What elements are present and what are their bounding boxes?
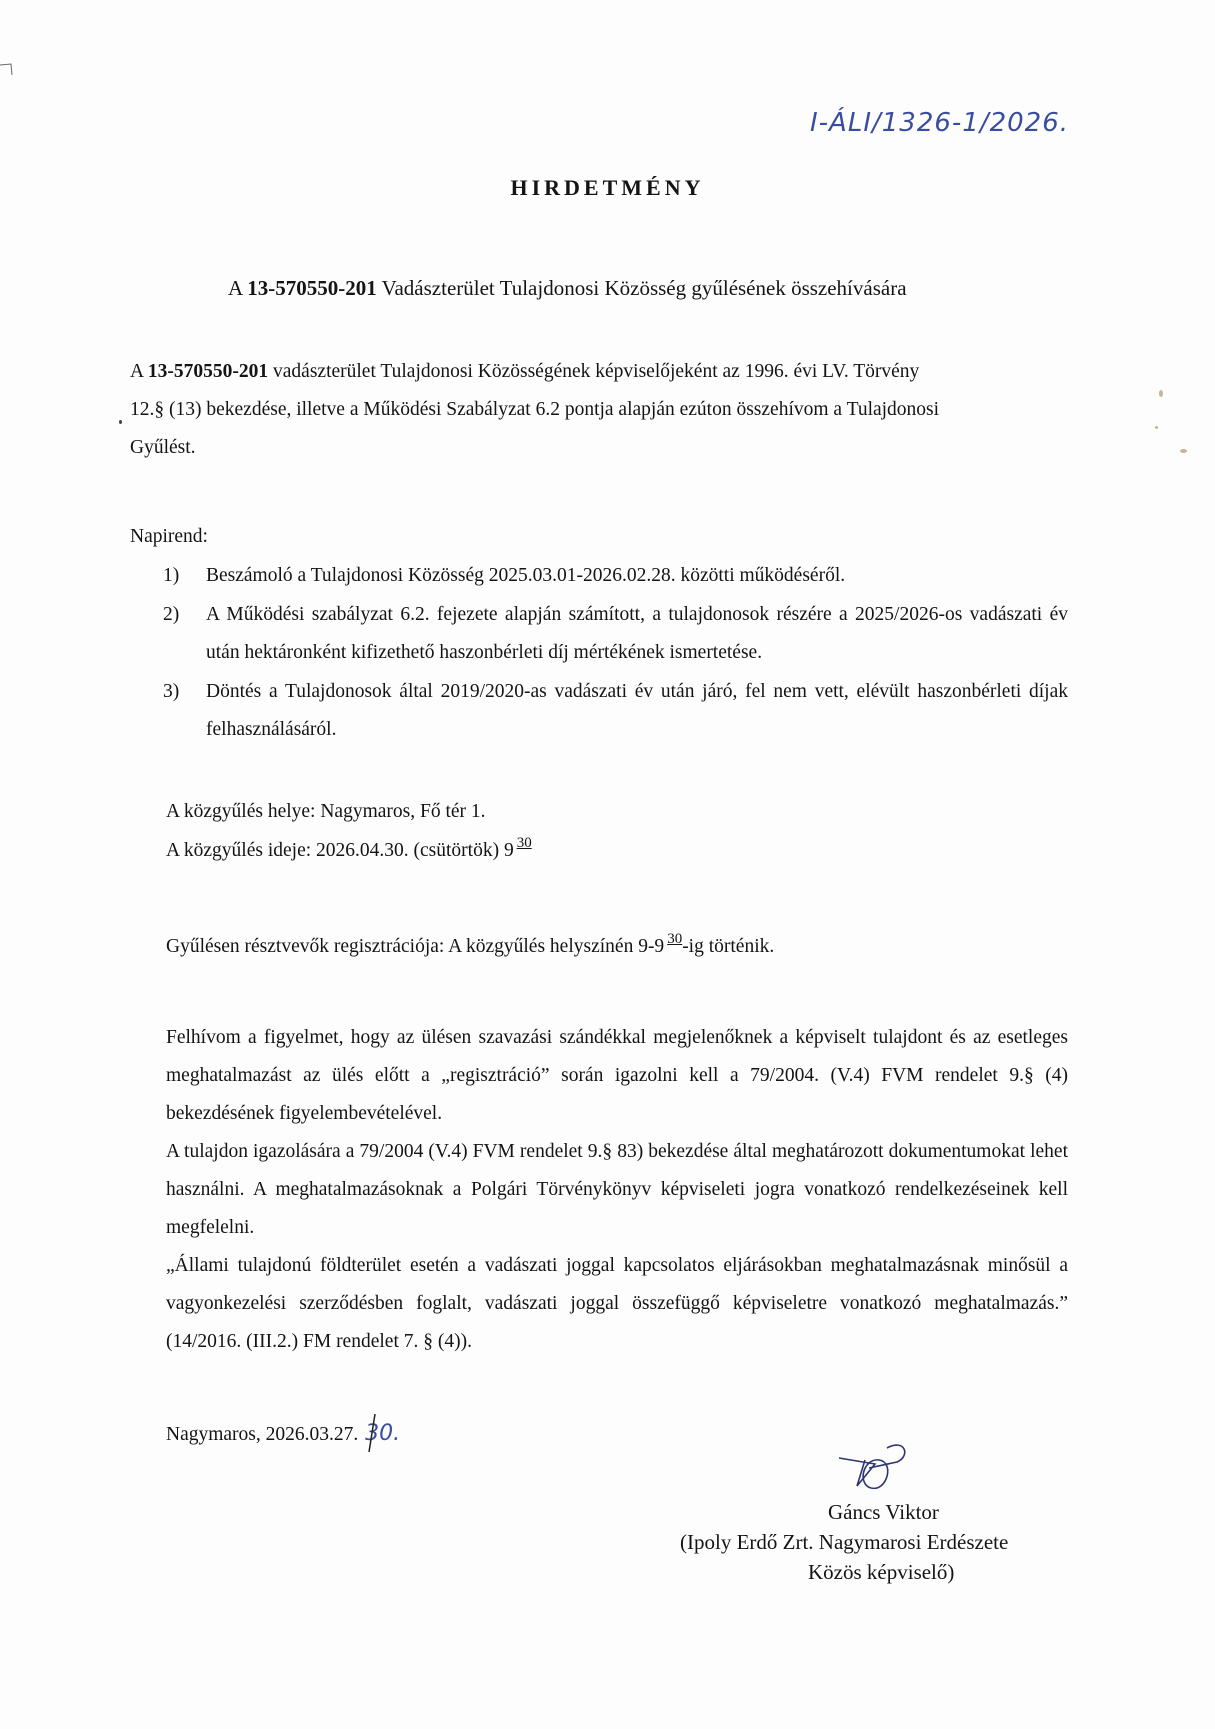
scan-mark-icon [0,62,16,78]
scan-speck [1159,390,1163,397]
meeting-time-text: A közgyűlés ideje: 2026.04.30. (csütörtök) 9 [166,840,514,861]
agenda-item-text: A Működési szabályzat 6.2. fejezete alapján számított, a tulajdonosok részére a 2025/2026-os vadászati év után hektáronként kifizethető haszonbérleti díj mértékének ismertetése. [206,604,1068,663]
agenda-item-text: Beszámoló a Tulajdonosi Közösség 2025.03.01-2026.02.28. közötti működéséről. [206,565,846,586]
signatory-role: Közös képviselő) [808,1560,955,1584]
agenda-item-3 [163,673,1068,749]
signatory-organization: (Ipoly Erdő Zrt. Nagymarosi Erdészete [680,1530,1009,1554]
notice-paragraph-2: A tulajdon igazolására a 79/2004 (V.4) FVM rendelet 9.§ 83) bekezdése által meghatározott dokumentumokat lehet használni. A meghatalmazásoknak a Polgári Törvénykönyv képviseleti jogra vonatkozó rendelkezéseinek kell megfelelni. [166,1141,1068,1238]
meeting-time-minutes: 30 [516,835,532,851]
agenda-item-number: 2) [163,604,180,625]
intro-line-1 [130,353,939,391]
scan-speck [119,420,122,424]
agenda-item-1 [163,557,1068,595]
subtitle-prefix: A [228,276,248,300]
intro-line-3: Gyűlést. [130,437,196,458]
intro-paragraph [130,353,939,467]
agenda-item-number: 3) [163,681,180,702]
notice-paragraph-1: Felhívom a figyelmet, hogy az ülésen szavazási szándékkal megjelenőknek a képviselt tulajdont és az esetleges meghatalmazást az ülés előtt a „regisztráció” során igazolni kell a 79/2004. (V.4) FVM rendelet 9.§ (4) bekezdésének figyelembevételével. [166,1027,1068,1124]
intro-prefix: A [130,361,148,382]
hunting-area-code: 13-570550-201 [247,276,377,300]
agenda-item-2 [163,596,1068,672]
document-subtitle [228,276,907,301]
agenda-label: Napirend: [130,526,208,547]
intro-line1-rest: vadászterület Tulajdonosi Közösségének képviselőjeként az 1996. évi LV. Törvény [268,361,920,382]
strike-mark-icon [366,1412,378,1454]
intro-code: 13-570550-201 [147,361,269,382]
meeting-place: A közgyűlés helye: Nagymaros, Fő tér 1. [166,801,486,822]
document-title: HIRDETMÉNY [510,175,705,200]
scan-speck [1155,426,1158,429]
dateline-handwritten-correction: 30. [365,1421,401,1446]
registration-info [166,928,774,967]
signatory-name: Gáncs Viktor [828,1500,939,1524]
registration-minutes: 30 [667,931,683,947]
dateline-text: Nagymaros, 2026.03.27. [166,1424,359,1445]
scan-speck [1180,449,1187,453]
intro-line-2: 12.§ (13) bekezdése, illetve a Működési Szabályzat 6.2 pontja alapján ezúton összehívom a Tulajdonosi [130,399,940,420]
notice-paragraph-3: „Állami tulajdonú földterület esetén a vadászati joggal kapcsolatos eljárásokban meghatalmazásnak minősül a vagyonkezelési szerződésben foglalt, vadászati joggal összefüggő képviseletre vonatkozó meghatalmazás.” (14/2016. (III.2.) FM rendelet 7. § (4)). [166,1255,1068,1352]
agenda-item-text: Döntés a Tulajdonosok által 2019/2020-as vadászati év után járó, fel nem vett, elévült haszonbérleti díjak felhasználásáról. [206,681,1068,740]
registry-number-handwritten: I-ÁLI/1326-1/2026. [810,108,1070,138]
registration-suffix: -ig történik. [682,936,775,957]
registration-text: Gyűlésen résztvevők regisztrációja: A közgyűlés helyszínén 9-9 [166,936,665,957]
subtitle-rest: Vadászterület Tulajdonosi Közösség gyűlésének összehívására [376,276,907,300]
agenda-item-number: 1) [163,565,180,586]
signature-icon [835,1440,925,1500]
meeting-time [166,832,532,871]
